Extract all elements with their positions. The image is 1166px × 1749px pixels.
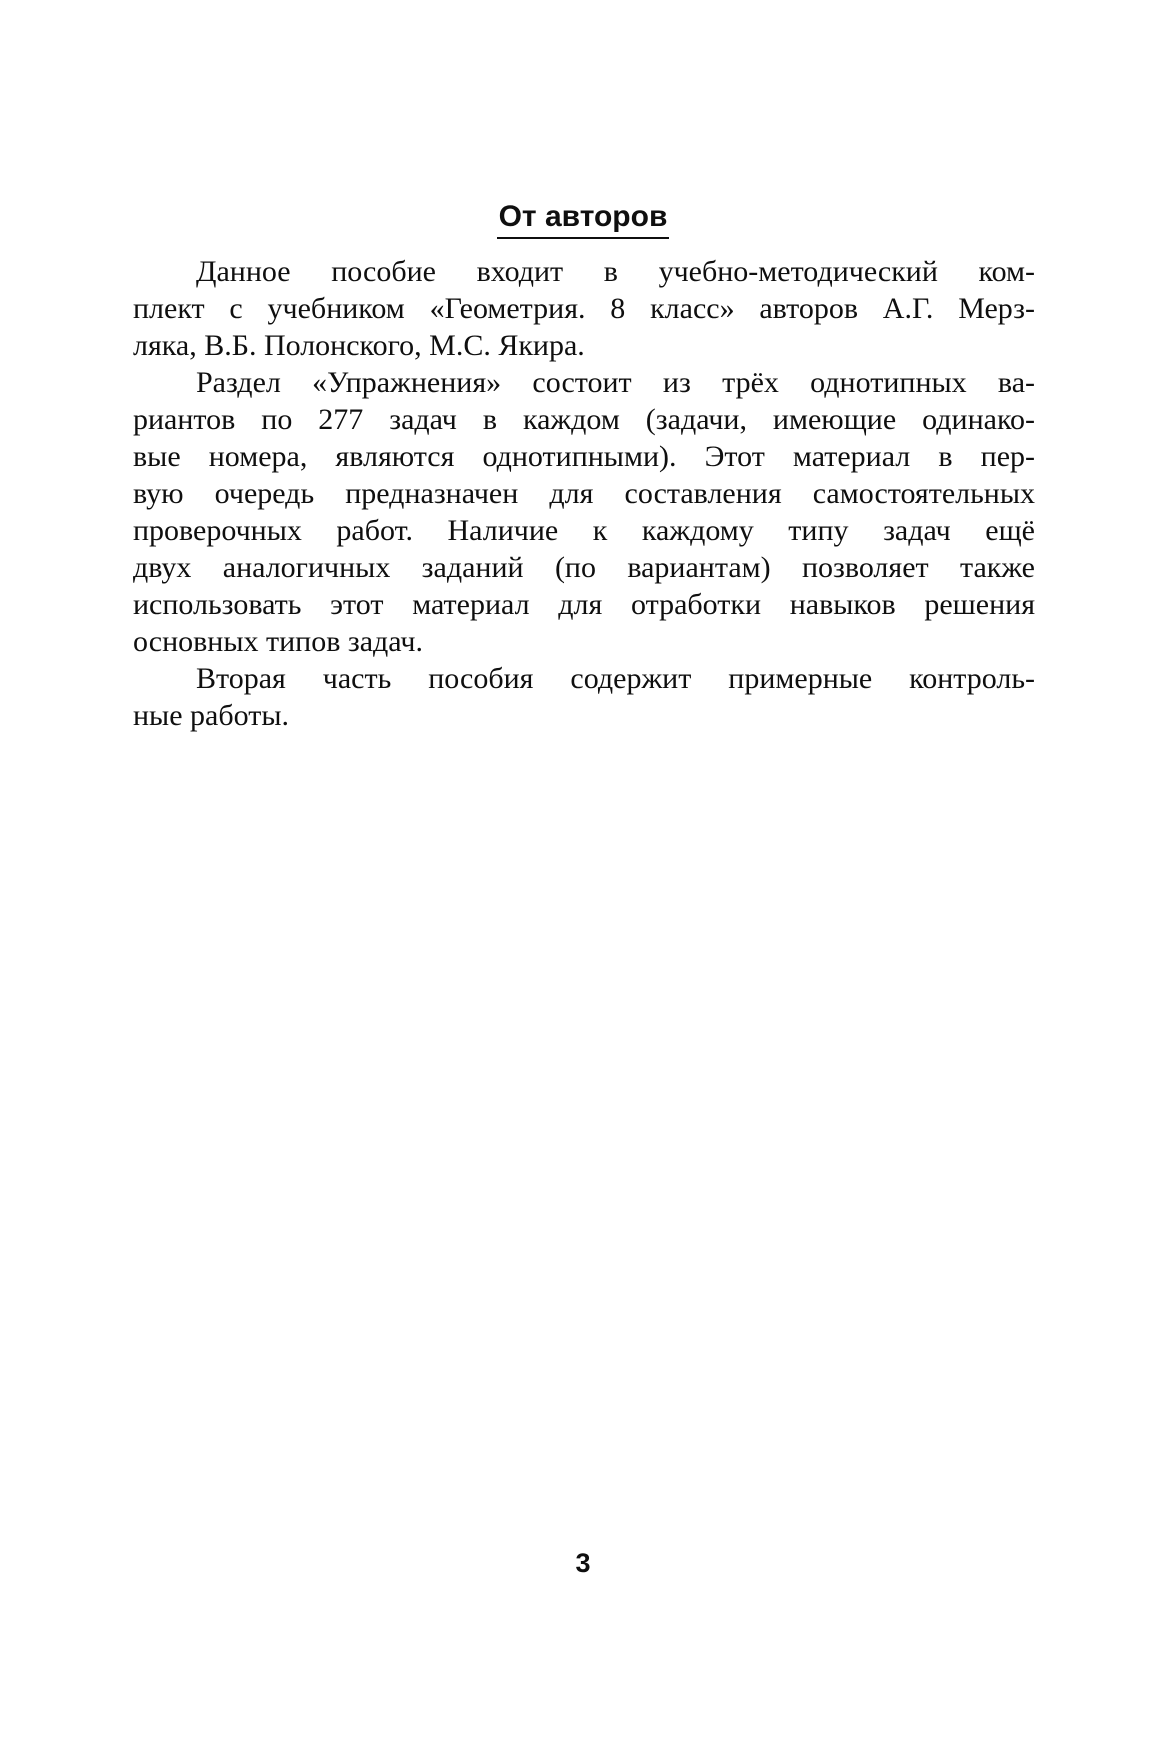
- body-line: Данное пособие входит в учебно-методический ком-: [196, 255, 1035, 288]
- body-line: плект с учебником «Геометрия. 8 класс» авторов А.Г. Мерз-: [133, 292, 1035, 325]
- page-title-text: От авторов: [497, 201, 670, 239]
- body-line: проверочных работ. Наличие к каждому типу задач ещё: [133, 514, 1035, 547]
- body-line: вую очередь предназначен для составления самостоятельных: [133, 477, 1035, 510]
- body-line: Вторая часть пособия содержит примерные контроль-: [196, 662, 1035, 695]
- body-line: двух аналогичных заданий (по вариантам) позволяет также: [133, 551, 1035, 584]
- body-line: ные работы.: [133, 699, 289, 732]
- body-line: основных типов задач.: [133, 625, 424, 658]
- body-line: использовать этот материал для отработки навыков решения: [133, 588, 1035, 621]
- body-line: Раздел «Упражнения» состоит из трёх однотипных ва-: [196, 366, 1035, 399]
- page-number: 3: [575, 1548, 591, 1578]
- page-body: [133, 253, 1035, 734]
- body-line: ляка, В.Б. Полонского, М.С. Якира.: [133, 329, 585, 362]
- page-title: [0, 201, 1166, 239]
- paragraph: [133, 660, 1035, 734]
- body-line: вые номера, являются однотипными). Этот материал в пер-: [133, 440, 1035, 473]
- paragraph: [133, 253, 1035, 364]
- paragraph: [133, 364, 1035, 660]
- body-line: риантов по 277 задач в каждом (задачи, имеющие одинако-: [133, 403, 1035, 436]
